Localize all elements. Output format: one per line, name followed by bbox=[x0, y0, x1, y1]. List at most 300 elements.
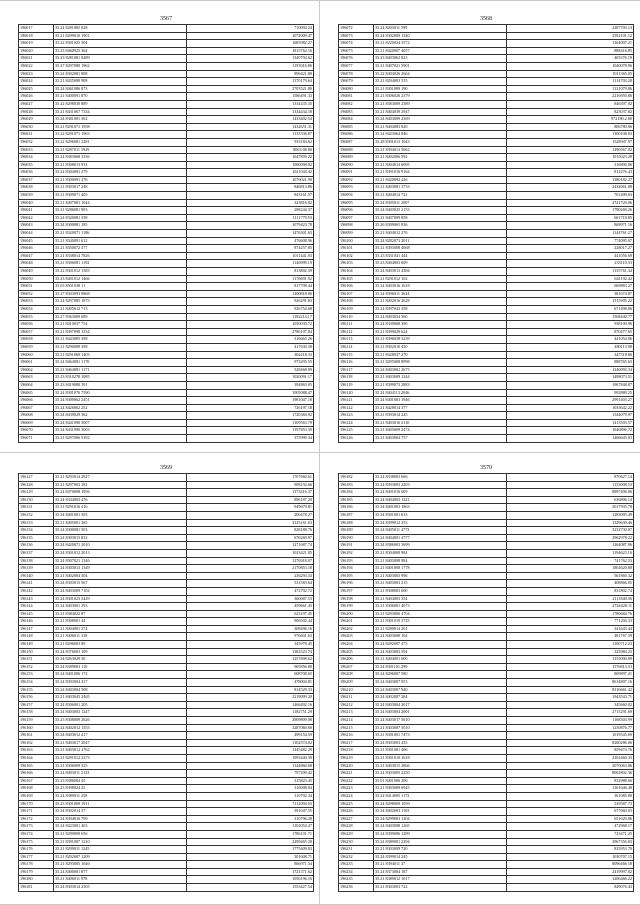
amount-cell: 870477.65 bbox=[507, 328, 634, 336]
table-row bbox=[19, 868, 314, 876]
row-id-cell: 196126 bbox=[339, 435, 374, 443]
code-cell: 35.24 8339068 396 bbox=[374, 321, 507, 329]
table-row bbox=[19, 671, 314, 679]
code-cell: 35.21 8293006 4704 bbox=[374, 610, 507, 618]
table-row bbox=[339, 549, 634, 557]
table-row bbox=[19, 70, 314, 78]
amount-cell: 677660.03 bbox=[507, 808, 634, 816]
code-cell: 35.21 8404039 2947 bbox=[374, 108, 507, 116]
code-cell: 35.21 8403045 2465 bbox=[54, 694, 187, 702]
code-cell: 35.21 8400091 870 bbox=[54, 93, 187, 101]
amount-cell: 888416.85 bbox=[507, 47, 634, 55]
row-id-cell: 196216 bbox=[339, 732, 374, 740]
row-id-cell: 196120 bbox=[339, 389, 374, 397]
table-row bbox=[19, 770, 314, 778]
amount-cell: 661718.85 bbox=[507, 214, 634, 222]
row-id-cell: 196232 bbox=[339, 853, 374, 861]
table-row bbox=[339, 770, 634, 778]
code-cell: 35.22 8414005 1172 bbox=[374, 792, 507, 800]
table-row bbox=[339, 381, 634, 389]
row-id-cell: 196213 bbox=[339, 709, 374, 717]
code-cell: 35.24 8203011 599 bbox=[374, 25, 507, 33]
table-row bbox=[339, 116, 634, 124]
row-id-cell: 196083 bbox=[339, 108, 374, 116]
row-id-cell: 196129 bbox=[19, 489, 54, 497]
amount-cell: 561860.32 bbox=[507, 572, 634, 580]
amount-cell: 1373416.37 bbox=[187, 489, 314, 497]
amount-cell: 441056.69 bbox=[507, 252, 634, 260]
row-id-cell: 196179 bbox=[19, 868, 54, 876]
amount-cell: 809897.21 bbox=[507, 671, 634, 679]
amount-cell: 1576813.53 bbox=[507, 663, 634, 671]
row-id-cell: 196177 bbox=[19, 853, 54, 861]
table-row bbox=[339, 78, 634, 86]
row-id-cell: 196140 bbox=[19, 572, 54, 580]
code-cell: 35.21 8290089 398 bbox=[54, 343, 187, 351]
code-cell: 35.22 8296081 2281 bbox=[54, 138, 187, 146]
amount-cell: 1775409.03 bbox=[187, 846, 314, 854]
code-cell: 35.21 8306081 1192 bbox=[54, 260, 187, 268]
code-cell: 35.21 8420007 4057 bbox=[374, 47, 507, 55]
amount-cell: 608708.65 bbox=[187, 671, 314, 679]
amount-cell: 888765.63 bbox=[507, 359, 634, 367]
code-cell: 35.21 8404001 600 bbox=[374, 656, 507, 664]
amount-cell: 310702.34 bbox=[187, 792, 314, 800]
amount-cell: 1072009.47 bbox=[187, 32, 314, 40]
row-id-cell: 196071 bbox=[19, 435, 54, 443]
table-row bbox=[19, 366, 314, 374]
table-row bbox=[19, 625, 314, 633]
table-row bbox=[339, 25, 634, 33]
row-id-cell: 196107 bbox=[339, 290, 374, 298]
row-id-cell: 196178 bbox=[19, 861, 54, 869]
amount-cell: 1153008.53 bbox=[507, 481, 634, 489]
code-cell: 35.21 8403017 2047 bbox=[54, 739, 187, 747]
code-cell: 35.24 8389003 110 bbox=[54, 663, 187, 671]
row-id-cell: 196103 bbox=[339, 260, 374, 268]
table-row bbox=[339, 717, 634, 725]
table-row bbox=[339, 504, 634, 512]
amount-cell: 636806.14 bbox=[507, 496, 634, 504]
amount-cell: 2909809.08 bbox=[187, 717, 314, 725]
amount-cell: 8063.08.80 bbox=[187, 146, 314, 154]
table-row bbox=[339, 32, 634, 40]
amount-cell: 472792.72 bbox=[187, 587, 314, 595]
table-row bbox=[19, 283, 314, 291]
table-row bbox=[339, 192, 634, 200]
row-id-cell: 196189 bbox=[339, 527, 374, 535]
amount-cell: 641192.42 bbox=[507, 275, 634, 283]
code-cell: 35.21 8464081 1171 bbox=[54, 366, 187, 374]
table-row bbox=[19, 884, 314, 892]
table-row bbox=[19, 823, 314, 831]
table-row bbox=[339, 587, 634, 595]
amount-cell: 361085.80 bbox=[507, 792, 634, 800]
row-id-cell: 196081 bbox=[339, 93, 374, 101]
code-cell: 35.24 8394016 799 bbox=[54, 815, 187, 823]
table-row bbox=[339, 222, 634, 230]
amount-cell: 831802.74 bbox=[507, 587, 634, 595]
row-id-cell: 196093 bbox=[339, 184, 374, 192]
amount-cell: 1121079.86 bbox=[507, 85, 634, 93]
amount-cell: 1528947.97 bbox=[507, 138, 634, 146]
table-row bbox=[19, 633, 314, 641]
table-row bbox=[19, 489, 314, 497]
table-row bbox=[19, 610, 314, 618]
table-row bbox=[19, 830, 314, 838]
amount-cell: 1230876.77 bbox=[507, 724, 634, 732]
table-row bbox=[339, 724, 634, 732]
row-id-cell: 196220 bbox=[339, 762, 374, 770]
code-cell: 35.24 8303013 832 bbox=[54, 534, 187, 542]
row-id-cell: 196228 bbox=[339, 823, 374, 831]
amount-cell: 1432651.31 bbox=[187, 123, 314, 131]
table-row bbox=[19, 474, 314, 482]
code-cell: 35.22 8291071 1963 bbox=[54, 131, 187, 139]
table-row bbox=[339, 656, 634, 664]
code-cell: 35.23 8403062 823 bbox=[374, 55, 507, 63]
table-row bbox=[19, 169, 314, 177]
amount-cell: 2287703.13 bbox=[507, 25, 634, 33]
row-id-cell: 196148 bbox=[19, 633, 54, 641]
table-row bbox=[19, 93, 314, 101]
code-cell: 35.21 8286081 903 bbox=[54, 207, 187, 215]
table-row bbox=[339, 343, 634, 351]
table-row bbox=[339, 275, 634, 283]
table-row bbox=[339, 161, 634, 169]
table-row bbox=[19, 359, 314, 367]
row-id-cell: 196078 bbox=[339, 70, 374, 78]
amount-cell: 869971.16 bbox=[507, 222, 634, 230]
amount-cell: 797299.42 bbox=[187, 770, 314, 778]
row-id-cell: 196153 bbox=[19, 671, 54, 679]
row-id-cell: 196092 bbox=[339, 176, 374, 184]
code-cell: 35.21 8405009 2474 bbox=[374, 427, 507, 435]
table-row bbox=[19, 792, 314, 800]
code-cell: 35.24 8403009 2369 bbox=[374, 116, 507, 124]
code-cell: 35.24 8302009 1340 bbox=[374, 32, 507, 40]
table-row bbox=[19, 572, 314, 580]
row-id-cell: 196181 bbox=[19, 884, 54, 892]
row-id-cell: 196215 bbox=[339, 724, 374, 732]
table-row bbox=[339, 679, 634, 687]
code-cell: 35.21 8403004 757 bbox=[374, 435, 507, 443]
table-row bbox=[339, 884, 634, 892]
row-id-cell: 196090 bbox=[339, 161, 374, 169]
amount-cell: 976601.63 bbox=[187, 633, 314, 641]
amount-cell: 1245482.29 bbox=[187, 747, 314, 755]
code-cell: 35.24 8292007 473 bbox=[374, 641, 507, 649]
amount-cell: 1466492.16 bbox=[187, 701, 314, 709]
amount-cell: 1553427.54 bbox=[187, 884, 314, 892]
row-id-cell: 196229 bbox=[339, 830, 374, 838]
table-row bbox=[19, 679, 314, 687]
amount-cell: 896187.20 bbox=[187, 496, 314, 504]
code-cell: 35.21 8404014 6095 bbox=[374, 161, 507, 169]
row-id-cell: 196039 bbox=[19, 192, 54, 200]
amount-cell: 1334435.35 bbox=[187, 100, 314, 108]
row-id-cell: 196043 bbox=[19, 222, 54, 230]
row-id-cell: 196161 bbox=[19, 732, 54, 740]
amount-cell: 1340794.62 bbox=[187, 55, 314, 63]
code-cell: 35.21 8301010 1618 bbox=[374, 754, 507, 762]
row-id-cell: 196138 bbox=[19, 557, 54, 565]
row-id-cell: 196080 bbox=[339, 85, 374, 93]
code-cell: 35.24 8403007 940 bbox=[374, 686, 507, 694]
row-id-cell: 196195 bbox=[339, 572, 374, 580]
table-row bbox=[339, 625, 634, 633]
table-row bbox=[339, 641, 634, 649]
row-id-cell: 196168 bbox=[19, 785, 54, 793]
code-cell: 35.21 8406011 978 bbox=[54, 876, 187, 884]
code-cell: 35.21 8393014 245 bbox=[374, 412, 507, 420]
row-id-cell: 196055 bbox=[19, 313, 54, 321]
code-cell: 35.24 8282073 2011 bbox=[374, 237, 507, 245]
amount-cell: 726197.18 bbox=[187, 404, 314, 412]
row-id-cell: 196135 bbox=[19, 534, 54, 542]
code-cell: 35.24 8431090 5003 bbox=[54, 427, 187, 435]
table-row bbox=[339, 169, 634, 177]
table-row bbox=[339, 481, 634, 489]
code-cell: 35.24 8381081 302 bbox=[54, 116, 187, 124]
code-cell: 35.21 8406011 318 bbox=[54, 633, 187, 641]
amount-cell: 1382523.74 bbox=[187, 648, 314, 656]
table-row bbox=[339, 534, 634, 542]
code-cell: 35.27 8297080 1962 bbox=[54, 62, 187, 70]
table-row bbox=[339, 580, 634, 588]
table-row bbox=[19, 732, 314, 740]
row-id-cell: 196196 bbox=[339, 580, 374, 588]
table-row bbox=[339, 123, 634, 131]
row-id-cell: 196158 bbox=[19, 709, 54, 717]
table-row bbox=[19, 290, 314, 298]
amount-cell: 2070063.86 bbox=[507, 762, 634, 770]
amount-cell: 304418.33 bbox=[187, 351, 314, 359]
row-id-cell: 196075 bbox=[339, 47, 374, 55]
code-cell: 35.21 8302010 450 bbox=[374, 343, 507, 351]
table-row bbox=[339, 732, 634, 740]
row-id-cell: 196185 bbox=[339, 496, 374, 504]
amount-cell: 2962978.22 bbox=[507, 534, 634, 542]
amount-cell: 2299465.20 bbox=[187, 838, 314, 846]
code-cell: 35.28 8301013 1043 bbox=[374, 138, 507, 146]
table-row bbox=[19, 808, 314, 816]
row-id-cell: 196054 bbox=[19, 305, 54, 313]
table-row bbox=[19, 838, 314, 846]
code-cell: 35.24 8389011 258 bbox=[54, 792, 187, 800]
row-id-cell: 196211 bbox=[339, 694, 374, 702]
code-cell: 35.24 8281085 828 bbox=[54, 25, 187, 33]
row-id-cell: 196131 bbox=[19, 504, 54, 512]
code-cell: 35.23 8310278 1085 bbox=[54, 374, 187, 382]
code-cell: 35.24 8402007 264 bbox=[374, 694, 507, 702]
code-cell: 35.21 8296003 89 bbox=[54, 641, 187, 649]
code-cell: 35.24 8399012 253 bbox=[374, 519, 507, 527]
amount-cell: 2741720.06 bbox=[507, 199, 634, 207]
row-id-cell: 196124 bbox=[339, 419, 374, 427]
row-id-cell: 196020 bbox=[19, 47, 54, 55]
row-id-cell: 196197 bbox=[339, 587, 374, 595]
amount-cell: 1264087.96 bbox=[507, 542, 634, 550]
table-row bbox=[19, 603, 314, 611]
code-cell: 35.21 8301010 3725 bbox=[374, 618, 507, 626]
code-cell: 35.27 8303093 9868 bbox=[54, 290, 187, 298]
table-row bbox=[339, 815, 634, 823]
amount-cell: 375999.34 bbox=[187, 435, 314, 443]
code-cell: 35.24 8401016 609 bbox=[374, 489, 507, 497]
amount-cell: 394863.05 bbox=[187, 381, 314, 389]
table-row bbox=[339, 207, 634, 215]
code-cell: 35.21 8403016 2110 bbox=[374, 419, 507, 427]
row-id-cell: 196224 bbox=[339, 792, 374, 800]
amount-cell: 771204.33 bbox=[507, 618, 634, 626]
table-row bbox=[19, 146, 314, 154]
row-id-cell: 196062 bbox=[19, 366, 54, 374]
row-id-cell: 196050 bbox=[19, 275, 54, 283]
amount-cell: 316800.06 bbox=[507, 161, 634, 169]
row-id-cell: 196088 bbox=[339, 146, 374, 154]
code-cell: 35.21 8280014 201 bbox=[374, 625, 507, 633]
code-cell: 35.23 8460925 364 bbox=[54, 47, 187, 55]
table-row bbox=[19, 374, 314, 382]
row-id-cell: 196187 bbox=[339, 511, 374, 519]
row-id-cell: 196225 bbox=[339, 800, 374, 808]
amount-cell: 1780684.76 bbox=[507, 610, 634, 618]
row-id-cell: 196173 bbox=[19, 823, 54, 831]
code-cell: 35.21 8220024 5572 bbox=[374, 40, 507, 48]
row-id-cell: 196087 bbox=[339, 138, 374, 146]
code-cell: 35.24 8299003 1304 bbox=[374, 815, 507, 823]
code-cell: 35.24 8403017 5010 bbox=[374, 717, 507, 725]
amount-cell: 8260286.06 bbox=[507, 739, 634, 747]
row-id-cell: 196164 bbox=[19, 754, 54, 762]
code-cell: 35.23 8398024 25 bbox=[54, 785, 187, 793]
amount-cell: 1144761.27 bbox=[507, 230, 634, 238]
code-cell: 35.24 8401003 1863 bbox=[374, 504, 507, 512]
code-cell: 35.21 8294003 335 bbox=[374, 78, 507, 86]
table-row bbox=[339, 427, 634, 435]
table-row bbox=[19, 618, 314, 626]
code-cell: 35.24 8393003 2203 bbox=[374, 481, 507, 489]
table-row bbox=[19, 47, 314, 55]
amount-cell: 236293.33 bbox=[187, 572, 314, 580]
code-cell: 35.24 8397043 358 bbox=[374, 305, 507, 313]
code-cell: 35.03 8501038 11 bbox=[54, 283, 187, 291]
code-cell: 35.24 8403016 1618 bbox=[374, 283, 507, 291]
amount-cell: 710094.24 bbox=[187, 25, 314, 33]
row-id-cell: 196084 bbox=[339, 116, 374, 124]
amount-cell: 2991403.27 bbox=[507, 397, 634, 405]
amount-cell: 973295.55 bbox=[187, 359, 314, 367]
row-id-cell: 196041 bbox=[19, 207, 54, 215]
table-row bbox=[19, 709, 314, 717]
row-id-cell: 196174 bbox=[19, 830, 54, 838]
amount-cell: 949679.81 bbox=[187, 504, 314, 512]
row-id-cell: 196104 bbox=[339, 268, 374, 276]
row-id-cell: 196053 bbox=[19, 298, 54, 306]
amount-cell: 1300108.03 bbox=[507, 131, 634, 139]
amount-cell: 233110.33 bbox=[507, 260, 634, 268]
code-cell: 35.21 8383009 2389 bbox=[374, 100, 507, 108]
row-id-cell: 196094 bbox=[339, 192, 374, 200]
amount-cell: 1380182.27 bbox=[507, 176, 634, 184]
code-cell: 35.24 8400001 877 bbox=[54, 868, 187, 876]
row-id-cell: 196205 bbox=[339, 648, 374, 656]
code-cell: 35.21 8405612 713 bbox=[54, 305, 187, 313]
code-cell: 35.24 8403003 1247 bbox=[54, 709, 187, 717]
amount-cell: 481767.59 bbox=[507, 633, 634, 641]
amount-cell: 2216950.86 bbox=[507, 93, 634, 101]
table-row bbox=[19, 275, 314, 283]
row-id-cell: 196132 bbox=[19, 511, 54, 519]
amount-cell: 1647859.22 bbox=[187, 154, 314, 162]
code-cell: 35.24 8426062 252 bbox=[54, 404, 187, 412]
code-cell: 35.24 8402003 1103 bbox=[374, 808, 507, 816]
table-row bbox=[19, 25, 314, 33]
row-id-cell: 196111 bbox=[339, 321, 374, 329]
amount-cell: 823037.82 bbox=[507, 108, 634, 116]
table-row bbox=[19, 237, 314, 245]
code-cell: 35.24 8404113 2046 bbox=[374, 389, 507, 397]
table-row bbox=[19, 222, 314, 230]
code-cell: 35.21 8291069 1403 bbox=[54, 351, 187, 359]
amount-cell: 1276918.07 bbox=[187, 557, 314, 565]
table-row bbox=[339, 747, 634, 755]
row-id-cell: 196033 bbox=[19, 146, 54, 154]
code-cell: 35.21 8399029 624 bbox=[374, 328, 507, 336]
row-id-cell: 196034 bbox=[19, 154, 54, 162]
row-id-cell: 196098 bbox=[339, 222, 374, 230]
code-cell: 35.21 8389012 1017 bbox=[374, 876, 507, 884]
row-id-cell: 196144 bbox=[19, 603, 54, 611]
amount-cell: 1981047.18 bbox=[187, 397, 314, 405]
row-id-cell: 196105 bbox=[339, 275, 374, 283]
code-cell: 35.21 8397098 1334 bbox=[54, 328, 187, 336]
row-id-cell: 196233 bbox=[339, 861, 374, 869]
amount-cell: 1100712.23 bbox=[507, 641, 634, 649]
table-row bbox=[339, 138, 634, 146]
amount-cell: 846397.02 bbox=[507, 100, 634, 108]
amount-cell: 1334434.18 bbox=[187, 108, 314, 116]
amount-cell: 1993440.39 bbox=[187, 754, 314, 762]
row-id-cell: 196079 bbox=[339, 78, 374, 86]
code-cell: 35.23 8301009 1911 bbox=[54, 800, 187, 808]
amount-cell: 1023421.85 bbox=[187, 549, 314, 557]
table-row bbox=[339, 268, 634, 276]
amount-cell: 347318.86 bbox=[507, 351, 634, 359]
amount-cell: 926291.83 bbox=[187, 298, 314, 306]
table-row bbox=[19, 245, 314, 253]
amount-cell: 2170853.18 bbox=[187, 565, 314, 573]
code-cell: 35.24 8298009 1059 bbox=[374, 800, 507, 808]
amount-cell: 761409.03 bbox=[507, 192, 634, 200]
amount-cell: 408866.05 bbox=[507, 580, 634, 588]
row-id-cell: 196060 bbox=[19, 351, 54, 359]
row-id-cell: 196029 bbox=[19, 116, 54, 124]
row-id-cell: 196175 bbox=[19, 838, 54, 846]
code-cell: 35.24 8404001 4777 bbox=[374, 534, 507, 542]
row-id-cell: 196056 bbox=[19, 321, 54, 329]
page-number: 3570 bbox=[480, 465, 492, 471]
table-row bbox=[339, 876, 634, 884]
table-row bbox=[19, 268, 314, 276]
amount-cell: 7112094.03 bbox=[187, 800, 314, 808]
table-row bbox=[339, 785, 634, 793]
row-id-cell: 196163 bbox=[19, 747, 54, 755]
row-id-cell: 196038 bbox=[19, 184, 54, 192]
row-id-cell: 196230 bbox=[339, 838, 374, 846]
row-id-cell: 196114 bbox=[339, 343, 374, 351]
